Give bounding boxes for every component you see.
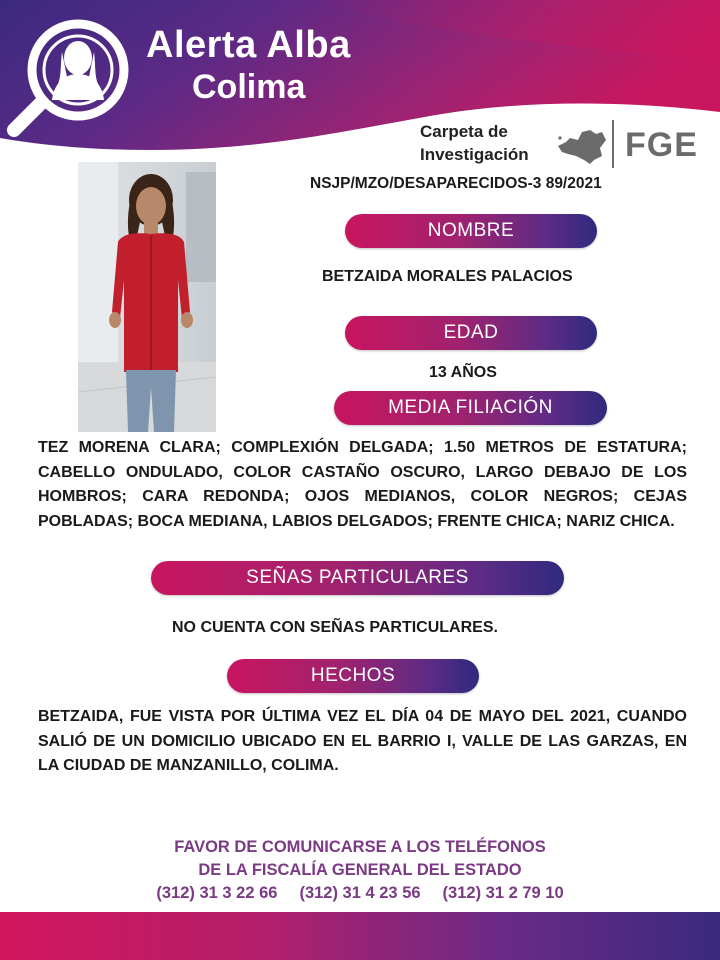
hechos-label-pill: HECHOS <box>227 659 479 693</box>
missing-person-photo <box>78 162 216 432</box>
phone-number[interactable]: (312) 31 4 23 56 <box>299 884 421 902</box>
carpeta-label <box>420 120 529 166</box>
media-filiacion-text: TEZ MORENA CLARA; COMPLEXIÓN DELGADA; 1.50 METROS DE ESTATURA; CABELLO ONDULADO, COLOR CASTAÑO OSCURO, LARGO DEBAJO DE LOS HOMBROS; CARA REDONDA; OJOS MEDIANOS, COLOR NEGROS; CEJAS POBLADAS; BOCA MEDIANA, LABIOS DELGADOS; FRENTE CHICA; NARIZ CHICA. <box>38 439 687 530</box>
carpeta-label-line1: Carpeta de <box>420 122 508 141</box>
edad-label-pill: EDAD <box>345 316 597 350</box>
colima-state-map-icon <box>556 126 608 166</box>
contact-line-1: FAVOR DE COMUNICARSE A LOS TELÉFONOS <box>174 838 546 856</box>
senas-particulares-label-pill: SEÑAS PARTICULARES <box>151 561 564 595</box>
phone-number[interactable]: (312) 31 2 79 10 <box>442 884 564 902</box>
logo-divider <box>612 120 614 168</box>
media-filiacion-label-pill: MEDIA FILIACIÓN <box>334 391 607 425</box>
case-number: NSJP/MZO/DESAPARECIDOS-3 89/2021 <box>310 175 602 192</box>
nombre-label-pill: NOMBRE <box>345 214 597 248</box>
phone-number[interactable]: (312) 31 3 22 66 <box>156 884 278 902</box>
edad-value: 13 AÑOS <box>429 364 497 381</box>
title-colima: Colima <box>192 68 306 106</box>
footer-bar <box>0 912 720 960</box>
carpeta-label-line2: Investigación <box>420 145 529 164</box>
title-alerta-alba: Alerta Alba <box>146 24 351 66</box>
magnifier-person-icon <box>6 8 136 138</box>
hechos-text: BETZAIDA, FUE VISTA POR ÚLTIMA VEZ EL DÍA 04 DE MAYO DEL 2021, CUANDO SALIÓ DE UN DOMICILIO UBICADO EN EL BARRIO I, VALLE DE LAS GARZAS, EN LA CIUDAD DE MANZANILLO, COLIMA. <box>38 708 687 774</box>
nombre-value: BETZAIDA MORALES PALACIOS <box>322 268 573 285</box>
fge-logo: FGE <box>625 126 698 164</box>
senas-particulares-value: NO CUENTA CON SEÑAS PARTICULARES. <box>172 619 498 636</box>
contact-line-2: DE LA FISCALÍA GENERAL DEL ESTADO <box>198 861 522 879</box>
phone-list <box>0 884 720 903</box>
